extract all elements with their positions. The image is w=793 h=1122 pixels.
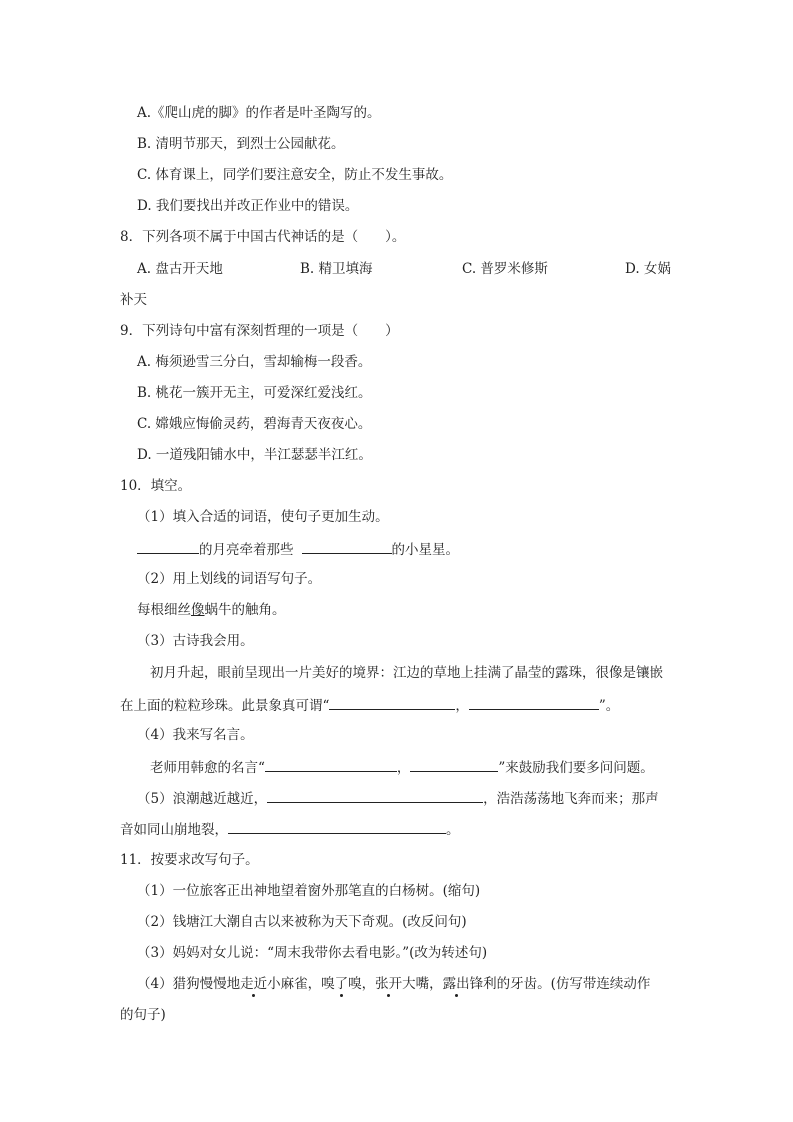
q11-stem: 11．按要求改写句子。 [120, 852, 259, 868]
q10-part2-title: （2）用上划线的词语写句子。 [137, 571, 322, 587]
q10-part3-line1: 初月升起，眼前呈现出一片美好的境界：江边的草地上挂满了晶莹的露珠，很像是镶嵌 [150, 665, 663, 681]
q9-option-b: B. 桃花一簇开无主，可爱深红爱浅红。 [137, 385, 372, 401]
answer-blank[interactable] [410, 757, 498, 772]
q8-option-d-continued: 补天 [120, 292, 147, 308]
q10-part3-line2: 在上面的粒粒珍珠。此景象真可谓“ ， ”。 [120, 695, 619, 715]
q9-option-a: A. 梅须逊雪三分白，雪却输梅一段香。 [137, 354, 372, 370]
q10-part4-title: （4）我来写名言。 [137, 727, 254, 743]
q9-option-c: C. 嫦娥应悔偷灵药，碧海青天夜夜心。 [137, 416, 372, 432]
q10-stem: 10．填空。 [120, 478, 192, 494]
q11-part4-line1: （4）猎狗慢慢地走近小麻雀，嗅了嗅，张开大嘴，露出锋利的牙齿。(仿写带连续动作 [137, 976, 651, 992]
answer-blank[interactable] [469, 695, 599, 710]
q8-stem: 8．下列各项不属于中国古代神话的是（ ）。 [120, 229, 406, 245]
q10-part5-line1: （5）浪潮越近越近， ，浩浩荡荡地飞奔而来；那声 [137, 788, 659, 808]
answer-blank[interactable] [267, 788, 483, 803]
answer-blank[interactable] [228, 819, 446, 834]
answer-blank[interactable] [137, 539, 199, 554]
q11-part1: （1）一位旅客正出神地望着窗外那笔直的白杨树。(缩句) [137, 883, 481, 899]
q9-stem: 9．下列诗句中富有深刻哲理的一项是（ ） [120, 323, 399, 339]
q10-part4-sentence: 老师用韩愈的名言“ ， ”来鼓励我们要多问问题。 [150, 757, 654, 777]
q7-option-d: D. 我们要找出并改正作业中的错误。 [137, 198, 359, 214]
dotted-verb: 走近 [240, 976, 268, 992]
q10-part3-title: （3）古诗我会用。 [137, 633, 254, 649]
q10-part5-line2: 音如同山崩地裂， 。 [120, 819, 460, 839]
underlined-word: 像 [191, 602, 205, 618]
q10-part1-sentence: 的月亮牵着那些 的小星星。 [137, 539, 459, 559]
answer-blank[interactable] [329, 695, 455, 710]
q10-part2-sentence: 每根细丝像蜗牛的触角。 [137, 602, 286, 618]
q7-option-a: A.《爬山虎的脚》的作者是叶圣陶写的。 [137, 105, 381, 121]
q11-part2: （2）钱塘江大潮自古以来被称为天下奇观。(改反问句) [137, 914, 467, 930]
dotted-verb: 露出 [442, 976, 470, 992]
q8-option-d: D. 女娲 [625, 261, 671, 277]
q11-part4-line2: 的句子) [120, 1007, 166, 1023]
q8-option-c: C. 普罗米修斯 [462, 261, 548, 277]
q11-part3: （3）妈妈对女儿说：“周末我带你去看电影。”(改为转述句) [137, 945, 488, 961]
dotted-verb: 嗅了嗅 [321, 976, 362, 992]
q7-option-c: C. 体育课上，同学们要注意安全，防止不发生事故。 [137, 167, 453, 183]
q10-part1-title: （1）填入合适的词语，使句子更加生动。 [137, 509, 389, 525]
dotted-verb: 张开 [375, 976, 403, 992]
q7-option-b: B. 清明节那天，到烈士公园献花。 [137, 136, 345, 152]
q8-option-a: A. 盘古开天地 [137, 261, 223, 277]
answer-blank[interactable] [265, 757, 397, 772]
q8-option-b: B. 精卫填海 [300, 261, 373, 277]
q9-option-d: D. 一道残阳铺水中，半江瑟瑟半江红。 [137, 447, 372, 463]
answer-blank[interactable] [302, 539, 392, 554]
